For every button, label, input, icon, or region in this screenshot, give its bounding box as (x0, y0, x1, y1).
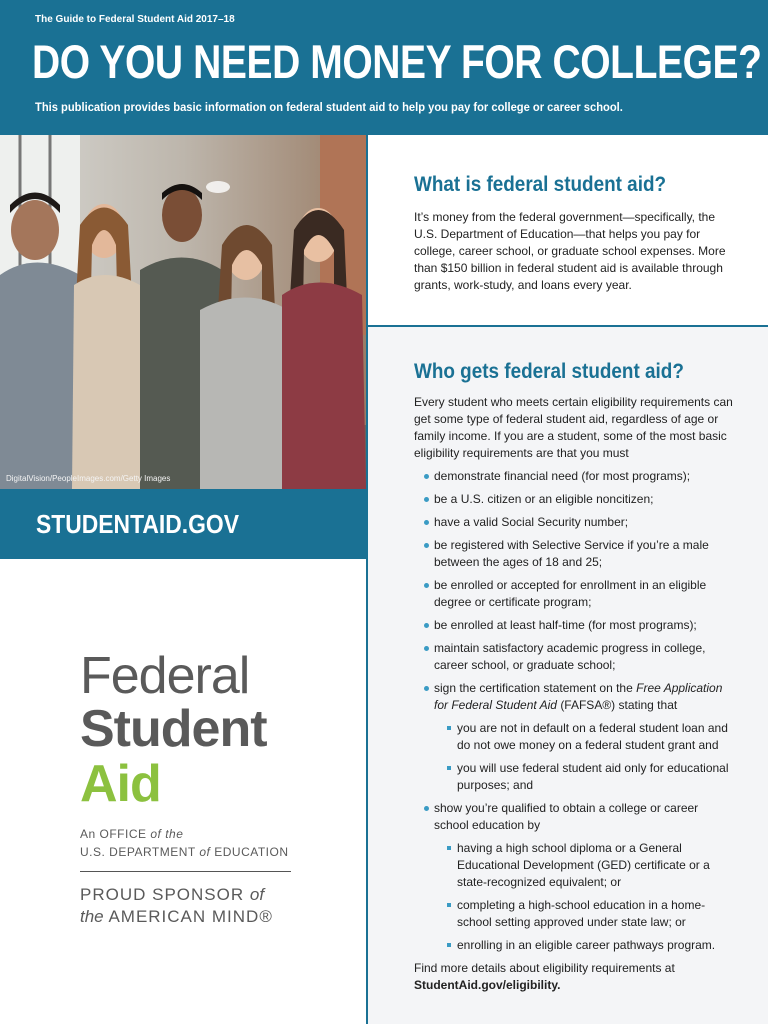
list-item: be enrolled or accepted for enrollment in an eligible degree or certificate program; (414, 577, 734, 611)
section-heading-what: What is federal student aid? (414, 173, 667, 196)
sub-list-item: you are not in default on a federal student loan and do not owe money on a federal student grant and (434, 720, 734, 754)
logo-office-of: of the (150, 827, 184, 842)
website-link[interactable]: STUDENTAID.GOV (36, 509, 239, 539)
logo-dept-prefix: U.S. DEPARTMENT (80, 845, 196, 860)
federal-student-aid-logo (80, 647, 340, 928)
eligibility-link[interactable]: StudentAid.gov/eligibility. (414, 978, 561, 992)
eligibility-intro: Every student who meets certain eligibility requirements can get some type of federal student aid, regardless of age or family income. If you are a student, some of the most basic eligibility requirements are that you must (414, 395, 733, 460)
logo-federal: Federal (80, 647, 250, 705)
sponsor-prefix: PROUD SPONSOR (80, 885, 245, 905)
sponsor-of: of (249, 885, 265, 905)
photo-credit: DigitalVision/PeopleImages.com/Getty Images (6, 474, 171, 483)
sub-list-item: enrolling in an eligible career pathways program. (434, 937, 734, 954)
logo-office-prefix: An OFFICE (80, 827, 147, 842)
section-divider (368, 325, 768, 327)
guide-kicker: The Guide to Federal Student Aid 2017–18 (35, 14, 235, 25)
section-body-what: It’s money from the federal government—specifically, the U.S. Department of Education—that helps you pay for college, career school, or graduate school expenses. More than $150 billion in federal student aid is available through grants, work-study, and loans every year. (414, 210, 726, 292)
list-item: maintain satisfactory academic progress in college, career school, or graduate school; (414, 640, 734, 674)
logo-dept-of: of (199, 845, 211, 860)
fafsa-sublist (434, 720, 734, 794)
list-item: be enrolled at least half-time (for most programs); (414, 617, 734, 634)
eligibility-footer-text: Find more details about eligibility requirements at (414, 961, 675, 975)
sub-list-item: having a high school diploma or a General Educational Development (GED) certificate or a state-recognized equivalent; or (434, 840, 734, 891)
section-who-gets-aid (368, 327, 768, 1024)
fafsa-title: Free Application for Federal Student Aid (434, 681, 723, 712)
list-item-fafsa (414, 680, 734, 794)
sub-list-item: you will use federal student aid only for educational purposes; and (434, 760, 734, 794)
section-what-is-aid (368, 135, 768, 325)
logo-aid: Aid (80, 754, 161, 813)
sponsor-suffix: AMERICAN MIND® (108, 907, 273, 927)
students-photo-illustration (0, 135, 366, 489)
qualified-text: show you’re qualified to obtain a college or career school education by (434, 801, 699, 832)
list-item: have a valid Social Security number; (414, 514, 734, 531)
header-banner (0, 0, 768, 135)
fafsa-suffix: (FAFSA®) stating that (560, 698, 678, 712)
list-item-qualified (414, 800, 734, 954)
list-item: be registered with Selective Service if you’re a male between the ages of 18 and 25; (414, 537, 734, 571)
logo-dept-suffix: EDUCATION (214, 845, 289, 860)
page-subtitle: This publication provides basic information on federal student aid to help you pay for college or career school. (35, 100, 623, 114)
sub-list-item: completing a high-school education in a home-school setting approved under state law; or (434, 897, 734, 931)
eligibility-list (414, 468, 734, 954)
website-band (0, 489, 366, 559)
section-heading-who: Who gets federal student aid? (414, 360, 684, 383)
list-item: demonstrate financial need (for most programs); (414, 468, 734, 485)
eligibility-footer (414, 960, 734, 994)
fafsa-prefix: sign the certification statement on the (434, 681, 633, 695)
students-photo (0, 135, 366, 489)
list-item: be a U.S. citizen or an eligible noncitizen; (414, 491, 734, 508)
logo-divider (80, 871, 291, 872)
column-divider (366, 135, 368, 1024)
sponsor-the: the (80, 907, 104, 927)
logo-office-line (80, 825, 340, 861)
logo-student: Student (80, 700, 267, 758)
page-title: DO YOU NEED MONEY FOR COLLEGE? (32, 35, 762, 88)
section-body-who (414, 394, 734, 994)
logo-sponsor-line (80, 884, 340, 928)
qualified-sublist (434, 840, 734, 954)
